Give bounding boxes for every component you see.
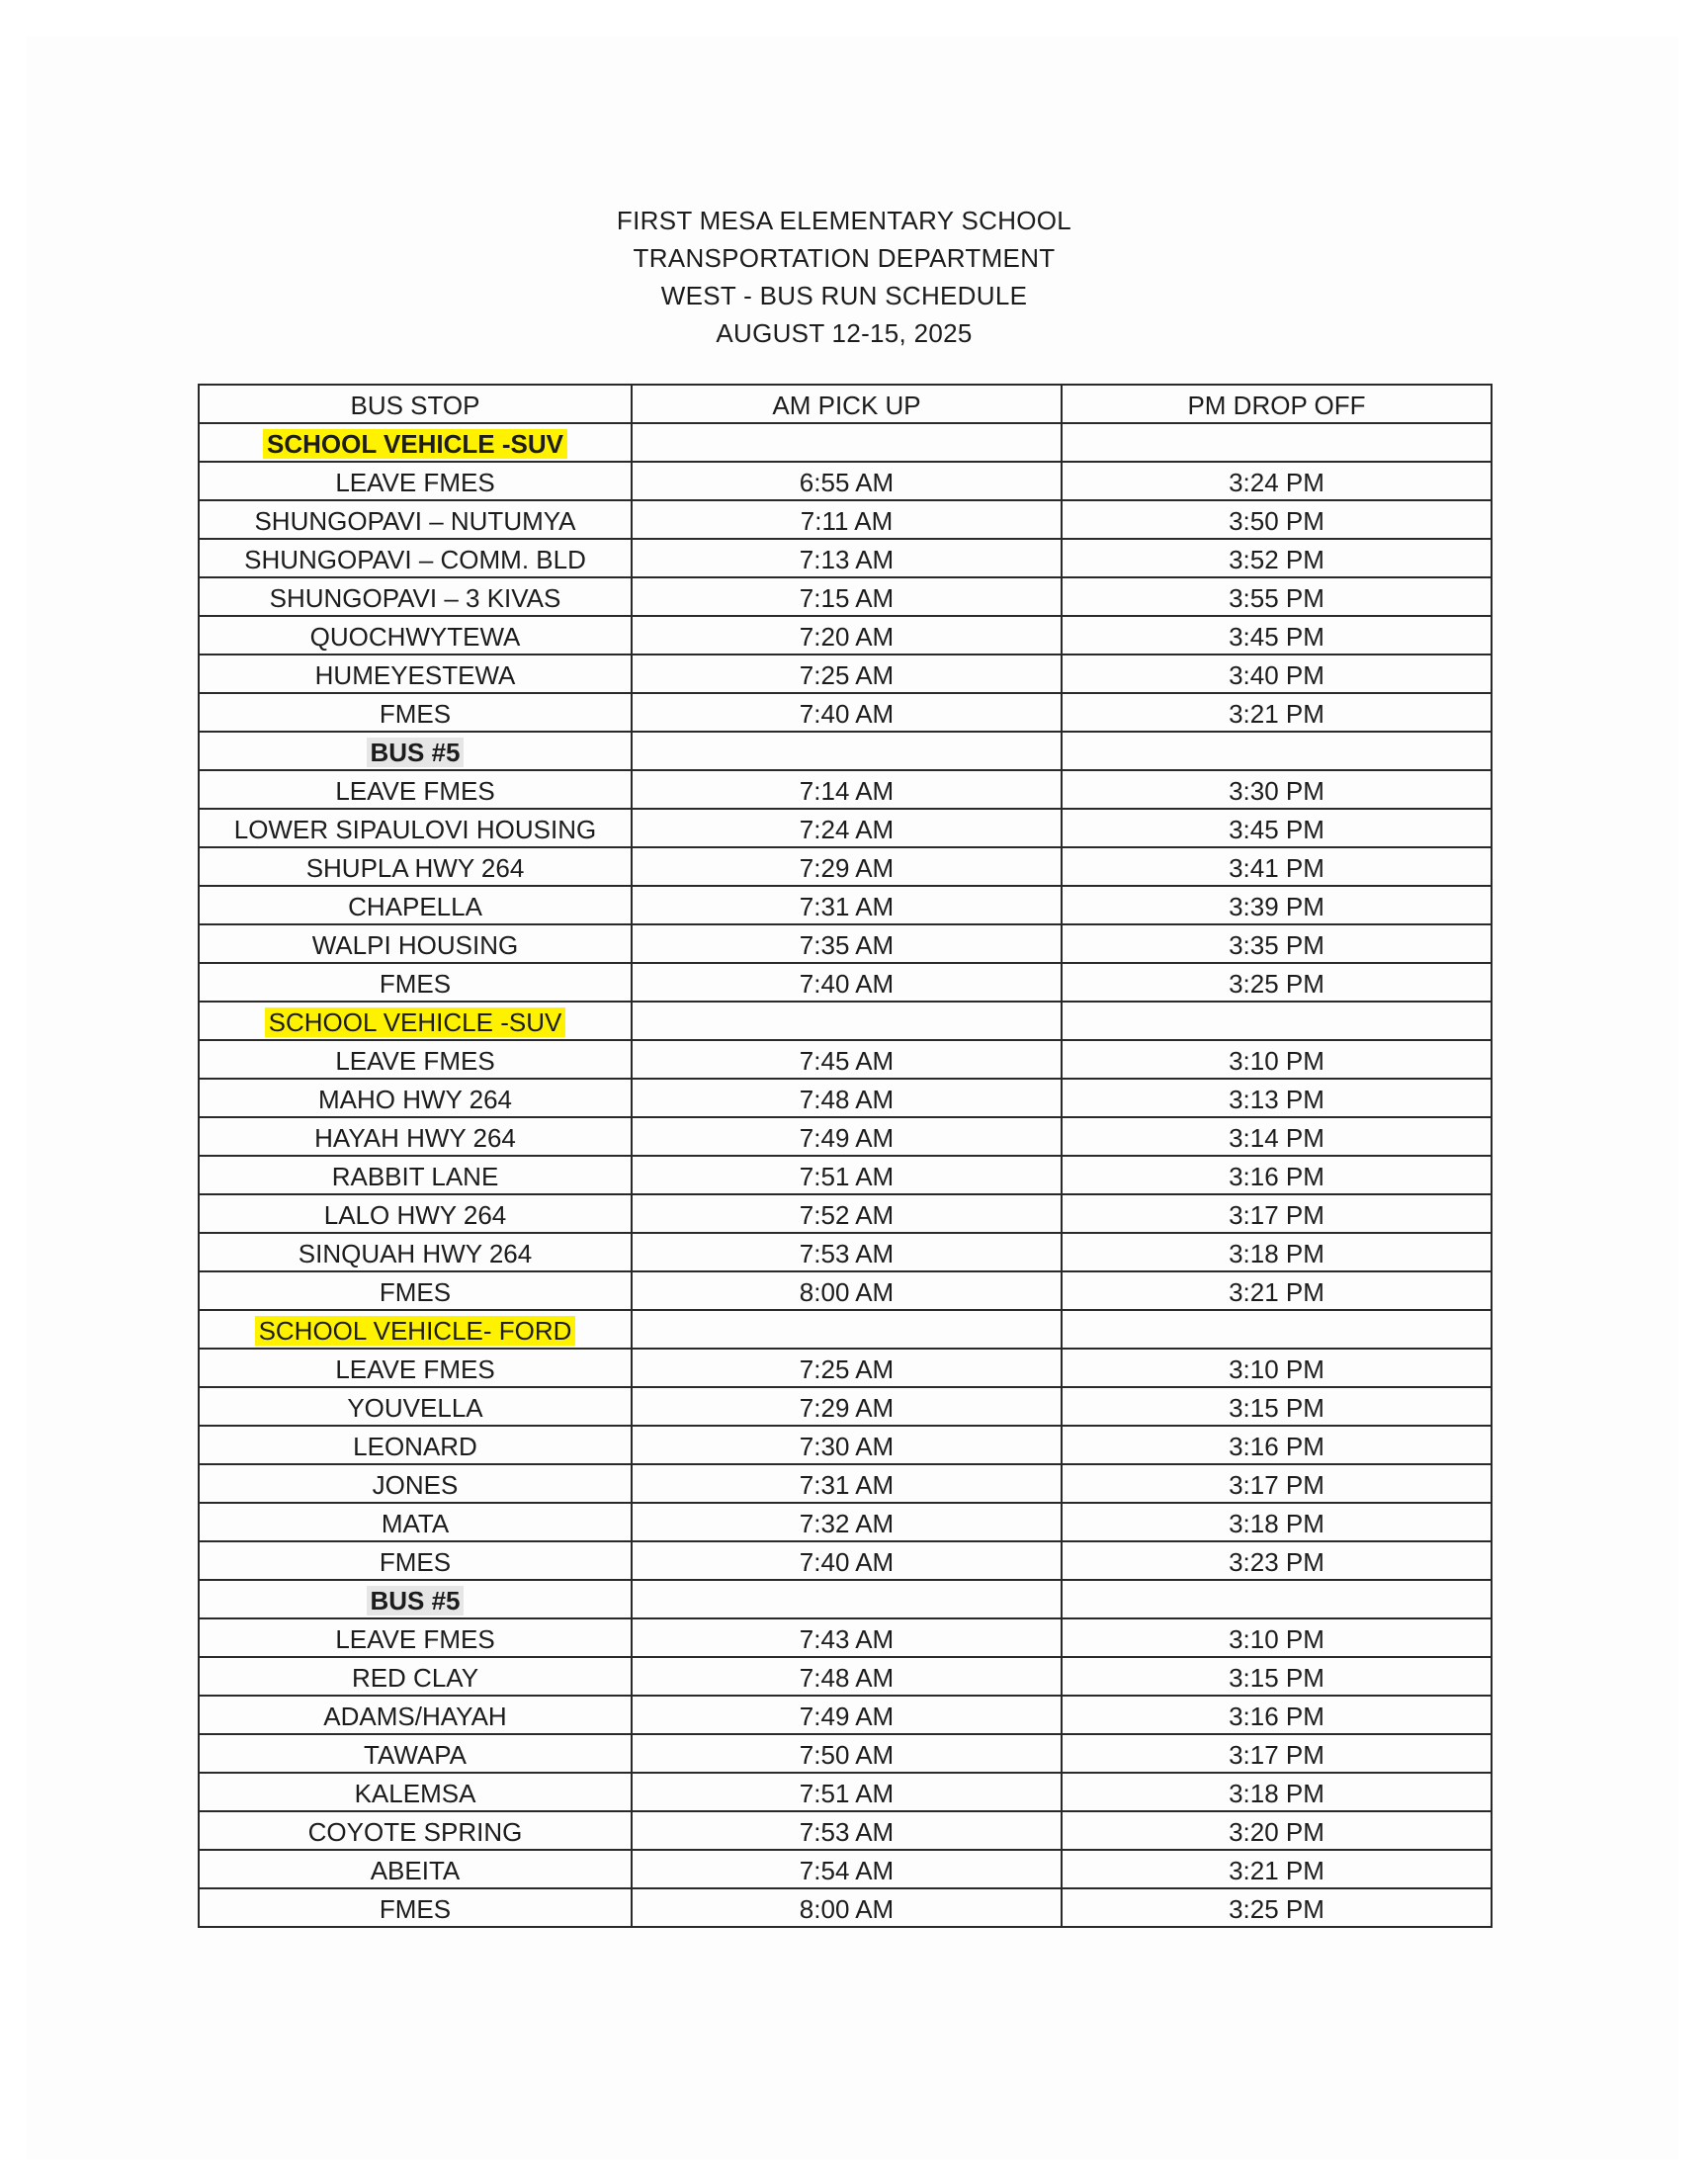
am-time-cell: 7:51 AM [632,1156,1062,1194]
table-row [199,539,1492,577]
table-row [199,1850,1492,1888]
bus-stop-cell: LALO HWY 264 [199,1194,632,1233]
am-time-cell: 7:53 AM [632,1811,1062,1850]
bus-stop-cell: KALEMSA [199,1773,632,1811]
am-time-cell: 8:00 AM [632,1271,1062,1310]
pm-time-cell: 3:14 PM [1062,1117,1492,1156]
bus-stop-cell: LEAVE FMES [199,1618,632,1657]
table-row [199,847,1492,886]
bus-stop-cell: YOUVELLA [199,1387,632,1426]
bus-stop-cell: MATA [199,1503,632,1541]
table-row [199,1426,1492,1464]
bus-stop-cell: LOWER SIPAULOVI HOUSING [199,809,632,847]
column-header-am-pick-up: AM PICK UP [632,385,1062,423]
pm-time-cell: 3:17 PM [1062,1464,1492,1503]
pm-time-cell: 3:10 PM [1062,1349,1492,1387]
table-row [199,1271,1492,1310]
bus-stop-cell: LEONARD [199,1426,632,1464]
section-header-row [199,1580,1492,1618]
table-row [199,1079,1492,1117]
pm-time-cell: 3:16 PM [1062,1156,1492,1194]
table-row [199,1773,1492,1811]
am-time-cell: 7:11 AM [632,500,1062,539]
column-header-bus-stop: BUS STOP [199,385,632,423]
table-row [199,1194,1492,1233]
pm-time-cell: 3:39 PM [1062,886,1492,924]
am-time-cell: 7:14 AM [632,770,1062,809]
bus-stop-cell: FMES [199,1888,632,1927]
table-row [199,1117,1492,1156]
table-row [199,1657,1492,1696]
am-time-cell: 7:32 AM [632,1503,1062,1541]
pm-time-cell: 3:10 PM [1062,1618,1492,1657]
pm-time-cell: 3:23 PM [1062,1541,1492,1580]
am-time-cell: 7:50 AM [632,1734,1062,1773]
schedule-title: WEST - BUS RUN SCHEDULE [660,281,1028,310]
pm-time-cell: 3:15 PM [1062,1657,1492,1696]
pm-time-cell: 3:18 PM [1062,1503,1492,1541]
pm-time-cell: 3:52 PM [1062,539,1492,577]
am-time-cell: 8:00 AM [632,1888,1062,1927]
section-title: SCHOOL VEHICLE -SUV [263,429,567,459]
pm-time-cell: 3:20 PM [1062,1811,1492,1850]
bus-stop-cell: TAWAPA [199,1734,632,1773]
table-row [199,963,1492,1002]
bus-stop-cell: ABEITA [199,1850,632,1888]
pm-time-cell: 3:21 PM [1062,693,1492,732]
table-row [199,1387,1492,1426]
table-header-row [199,385,1492,423]
table-row [199,886,1492,924]
bus-stop-cell: MAHO HWY 264 [199,1079,632,1117]
table-row [199,1503,1492,1541]
table-row [199,1156,1492,1194]
am-time-cell: 7:25 AM [632,1349,1062,1387]
table-row [199,770,1492,809]
pm-time-cell: 3:21 PM [1062,1271,1492,1310]
table-row [199,1464,1492,1503]
am-time-cell: 7:45 AM [632,1040,1062,1079]
section-header-row [199,1002,1492,1040]
department-name: TRANSPORTATION DEPARTMENT [633,243,1056,273]
pm-time-cell: 3:25 PM [1062,963,1492,1002]
am-time-cell: 7:13 AM [632,539,1062,577]
am-time-cell: 7:31 AM [632,1464,1062,1503]
bus-stop-cell: SHUPLA HWY 264 [199,847,632,886]
bus-stop-cell: LEAVE FMES [199,1349,632,1387]
pm-time-cell: 3:45 PM [1062,809,1492,847]
bus-stop-cell: FMES [199,1541,632,1580]
table-row [199,1541,1492,1580]
pm-time-cell: 3:17 PM [1062,1734,1492,1773]
pm-time-cell: 3:24 PM [1062,462,1492,500]
am-time-cell: 7:54 AM [632,1850,1062,1888]
column-header-pm-drop-off: PM DROP OFF [1062,385,1492,423]
am-time-cell: 7:25 AM [632,655,1062,693]
bus-stop-cell: FMES [199,693,632,732]
section-header-row [199,1310,1492,1349]
table-row [199,655,1492,693]
table-row [199,1734,1492,1773]
am-time-cell: 7:15 AM [632,577,1062,616]
bus-stop-cell: HAYAH HWY 264 [199,1117,632,1156]
table-row [199,809,1492,847]
table-row [199,577,1492,616]
document-header [0,202,1688,352]
table-row [199,693,1492,732]
am-time-cell: 7:49 AM [632,1696,1062,1734]
am-time-cell: 7:31 AM [632,886,1062,924]
bus-stop-cell: FMES [199,963,632,1002]
pm-time-cell: 3:13 PM [1062,1079,1492,1117]
bus-stop-cell: LEAVE FMES [199,1040,632,1079]
section-title: BUS #5 [367,738,463,767]
am-time-cell: 7:51 AM [632,1773,1062,1811]
bus-schedule-table [198,384,1493,1928]
bus-stop-cell: SHUNGOPAVI – NUTUMYA [199,500,632,539]
am-time-cell: 7:40 AM [632,693,1062,732]
pm-time-cell: 3:41 PM [1062,847,1492,886]
section-title: SCHOOL VEHICLE -SUV [265,1007,566,1037]
table-row [199,1696,1492,1734]
table-row [199,616,1492,655]
bus-stop-cell: CHAPELLA [199,886,632,924]
table-row [199,924,1492,963]
table-row [199,1618,1492,1657]
table-row [199,1040,1492,1079]
am-time-cell: 7:29 AM [632,1387,1062,1426]
pm-time-cell: 3:16 PM [1062,1696,1492,1734]
pm-time-cell: 3:18 PM [1062,1773,1492,1811]
schedule-dates: AUGUST 12-15, 2025 [716,318,973,348]
bus-stop-cell: JONES [199,1464,632,1503]
am-time-cell: 7:52 AM [632,1194,1062,1233]
pm-time-cell: 3:25 PM [1062,1888,1492,1927]
pm-time-cell: 3:40 PM [1062,655,1492,693]
pm-time-cell: 3:16 PM [1062,1426,1492,1464]
table-row [199,1888,1492,1927]
pm-time-cell: 3:30 PM [1062,770,1492,809]
pm-time-cell: 3:55 PM [1062,577,1492,616]
bus-stop-cell: COYOTE SPRING [199,1811,632,1850]
am-time-cell: 7:49 AM [632,1117,1062,1156]
am-time-cell: 7:40 AM [632,963,1062,1002]
am-time-cell: 7:30 AM [632,1426,1062,1464]
pm-time-cell: 3:10 PM [1062,1040,1492,1079]
pm-time-cell: 3:15 PM [1062,1387,1492,1426]
am-time-cell: 7:24 AM [632,809,1062,847]
table-row [199,1349,1492,1387]
pm-time-cell: 3:18 PM [1062,1233,1492,1271]
pm-time-cell: 3:45 PM [1062,616,1492,655]
am-time-cell: 6:55 AM [632,462,1062,500]
section-title: BUS #5 [367,1586,463,1615]
table-row [199,1811,1492,1850]
table-row [199,462,1492,500]
bus-stop-cell: QUOCHWYTEWA [199,616,632,655]
pm-time-cell: 3:17 PM [1062,1194,1492,1233]
pm-time-cell: 3:21 PM [1062,1850,1492,1888]
am-time-cell: 7:35 AM [632,924,1062,963]
school-name: FIRST MESA ELEMENTARY SCHOOL [616,206,1072,235]
bus-stop-cell: SINQUAH HWY 264 [199,1233,632,1271]
bus-stop-cell: RED CLAY [199,1657,632,1696]
bus-stop-cell: WALPI HOUSING [199,924,632,963]
am-time-cell: 7:48 AM [632,1079,1062,1117]
section-header-row [199,423,1492,462]
bus-stop-cell: ADAMS/HAYAH [199,1696,632,1734]
am-time-cell: 7:29 AM [632,847,1062,886]
section-header-row [199,732,1492,770]
am-time-cell: 7:40 AM [632,1541,1062,1580]
bus-stop-cell: LEAVE FMES [199,770,632,809]
am-time-cell: 7:48 AM [632,1657,1062,1696]
bus-stop-cell: LEAVE FMES [199,462,632,500]
am-time-cell: 7:43 AM [632,1618,1062,1657]
am-time-cell: 7:20 AM [632,616,1062,655]
bus-stop-cell: RABBIT LANE [199,1156,632,1194]
table-row [199,1233,1492,1271]
bus-stop-cell: SHUNGOPAVI – COMM. BLD [199,539,632,577]
bus-stop-cell: SHUNGOPAVI – 3 KIVAS [199,577,632,616]
bus-stop-cell: HUMEYESTEWA [199,655,632,693]
pm-time-cell: 3:35 PM [1062,924,1492,963]
section-title: SCHOOL VEHICLE- FORD [255,1316,576,1346]
am-time-cell: 7:53 AM [632,1233,1062,1271]
table-row [199,500,1492,539]
pm-time-cell: 3:50 PM [1062,500,1492,539]
bus-stop-cell: FMES [199,1271,632,1310]
